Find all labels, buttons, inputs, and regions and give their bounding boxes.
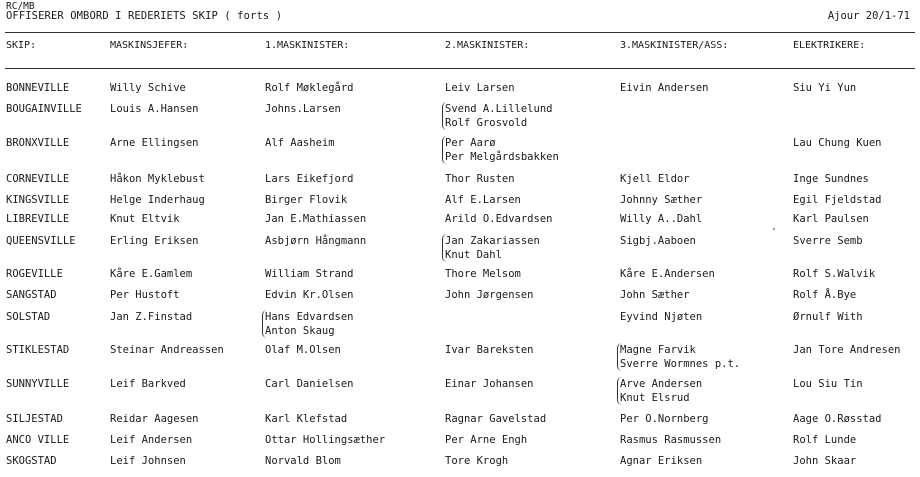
third-engineer-name: Eivin Andersen	[620, 82, 709, 94]
second-engineer	[442, 136, 559, 164]
third-engineer-name: Sverre Wormnes p.t.	[620, 358, 741, 370]
second-engineer-name: Arild O.Edvardsen	[445, 213, 553, 225]
third-engineer	[620, 267, 715, 281]
first-engineer-name: Rolf Møklegård	[265, 82, 354, 94]
second-engineer-name: Svend A.Lillelund	[445, 103, 553, 115]
first-engineer	[265, 377, 354, 391]
first-engineer	[265, 412, 347, 426]
chief-engineer: Steinar Andreassen	[110, 344, 224, 356]
ship-name: KINGSVILLE	[6, 194, 70, 206]
chief-engineer: Leif Barkved	[110, 378, 186, 390]
first-engineer-name: Jan E.Mathiassen	[265, 213, 367, 225]
third-engineer-name: Arve Andersen	[620, 378, 703, 390]
third-engineer-name: Per O.Nornberg	[620, 413, 709, 425]
first-engineer	[265, 193, 347, 207]
first-engineer	[265, 343, 341, 357]
electrician: Lau Chung Kuen	[793, 137, 882, 149]
chief-engineer: Arne Ellingsen	[110, 137, 199, 149]
third-engineer	[620, 212, 702, 226]
col-header-1-maskinister: 1.MASKINISTER:	[265, 40, 350, 51]
second-engineer-name: Rolf Grosvold	[445, 117, 528, 129]
third-engineer-name: Eyvind Njøten	[620, 311, 703, 323]
second-engineer	[442, 234, 540, 262]
ship-name: LIBREVILLE	[6, 213, 70, 225]
first-engineer-name: Ottar Hollingsæther	[265, 434, 386, 446]
second-engineer-name: John Jørgensen	[445, 289, 534, 301]
chief-engineer: Per Hustoft	[110, 289, 180, 301]
electrician: Sverre Semb	[793, 235, 863, 247]
second-engineer-name: Einar Johansen	[445, 378, 534, 390]
third-engineer	[620, 412, 709, 426]
ship-name: SUNNYVILLE	[6, 378, 70, 390]
second-engineer-name: Ragnar Gavelstad	[445, 413, 547, 425]
second-engineer	[445, 193, 521, 207]
electrician: Rolf Å.Bye	[793, 289, 857, 301]
first-engineer	[265, 136, 335, 150]
second-engineer	[445, 412, 546, 426]
first-engineer	[265, 81, 354, 95]
electrician: Lou Siu Tin	[793, 378, 863, 390]
second-engineer	[445, 172, 515, 186]
first-engineer	[265, 454, 341, 468]
second-engineer-name: Per Aarø	[445, 137, 496, 149]
second-engineer-name: Jan Zakariassen	[445, 235, 540, 247]
chief-engineer: Reidar Aagesen	[110, 413, 199, 425]
electrician: Aage O.Røsstad	[793, 413, 882, 425]
second-engineer	[442, 102, 552, 130]
chief-engineer: Kåre E.Gamlem	[110, 268, 193, 280]
first-engineer-name: Edvin Kr.Olsen	[265, 289, 354, 301]
third-engineer-name: Johnny Sæther	[620, 194, 703, 206]
third-engineer	[620, 193, 702, 207]
first-engineer	[265, 102, 341, 116]
electrician: Rolf Lunde	[793, 434, 857, 446]
first-engineer-name: Olaf M.Olsen	[265, 344, 341, 356]
first-engineer	[265, 212, 366, 226]
second-engineer-name: Thor Rusten	[445, 173, 515, 185]
third-engineer	[620, 433, 721, 447]
header-rule-top	[5, 32, 915, 33]
electrician: Inge Sundnes	[793, 173, 869, 185]
third-engineer-name: Agnar Eriksen	[620, 455, 703, 467]
col-header-2-maskinister: 2.MASKINISTER:	[445, 40, 530, 51]
chief-engineer: Louis A.Hansen	[110, 103, 199, 115]
third-engineer-name: Willy A..Dahl	[620, 213, 703, 225]
ship-name: QUEENSVILLE	[6, 235, 76, 247]
third-engineer	[620, 81, 709, 95]
second-engineer	[445, 212, 552, 226]
chief-engineer: Knut Eltvik	[110, 213, 180, 225]
third-engineer-name: Kjell Eldor	[620, 173, 690, 185]
ship-name: CORNEVILLE	[6, 173, 70, 185]
ship-name: BONNEVILLE	[6, 82, 70, 94]
second-engineer	[445, 288, 534, 302]
third-engineer	[617, 377, 702, 405]
first-engineer-name: Asbjørn Hångmann	[265, 235, 367, 247]
second-engineer-name: Leiv Larsen	[445, 82, 515, 94]
third-engineer-name: Sigbj.Aaboen	[620, 235, 696, 247]
third-engineer	[620, 288, 690, 302]
second-engineer-name: Thore Melsom	[445, 268, 521, 280]
second-engineer	[445, 343, 534, 357]
ship-name: ANCO VILLE	[6, 434, 70, 446]
second-engineer	[445, 267, 521, 281]
third-engineer	[620, 234, 696, 248]
first-engineer-name: Birger Flovik	[265, 194, 348, 206]
first-engineer-name: Norvald Blom	[265, 455, 341, 467]
second-engineer-name: Per Melgårdsbakken	[445, 151, 559, 163]
chief-engineer: Erling Eriksen	[110, 235, 199, 247]
second-engineer-name: Knut Dahl	[445, 249, 502, 261]
ship-name: BOUGAINVILLE	[6, 103, 82, 115]
third-engineer	[617, 343, 740, 371]
col-header-skip: SKIP:	[6, 40, 37, 51]
second-engineer-name: Ivar Bareksten	[445, 344, 534, 356]
first-engineer	[265, 288, 354, 302]
electrician: John Skaar	[793, 455, 857, 467]
first-engineer-name: Johns.Larsen	[265, 103, 341, 115]
third-engineer-name: Kåre E.Andersen	[620, 268, 715, 280]
col-header-elektrikere: ELEKTRIKERE:	[793, 40, 866, 51]
electrician: Siu Yi Yun	[793, 82, 857, 94]
ship-name: SANGSTAD	[6, 289, 57, 301]
first-engineer	[265, 172, 354, 186]
chief-engineer: Helge Inderhaug	[110, 194, 205, 206]
second-engineer	[445, 377, 534, 391]
second-engineer	[445, 81, 515, 95]
electrician: Jan Tore Andresen	[793, 344, 901, 356]
electrician: Rolf S.Walvik	[793, 268, 876, 280]
first-engineer-name: Alf Aasheim	[265, 137, 335, 149]
second-engineer-name: Tore Krogh	[445, 455, 509, 467]
second-engineer	[445, 454, 508, 468]
ship-name: BRONXVILLE	[6, 137, 70, 149]
second-engineer	[445, 433, 527, 447]
first-engineer	[265, 234, 366, 248]
ship-name: SOLSTAD	[6, 311, 51, 323]
first-engineer-name: Anton Skaug	[265, 325, 335, 337]
chief-engineer: Leif Andersen	[110, 434, 193, 446]
third-engineer-name: John Sæther	[620, 289, 690, 301]
first-engineer-name: Carl Danielsen	[265, 378, 354, 390]
scan-speck	[773, 228, 775, 230]
document-ref: RC/MB	[6, 1, 35, 12]
electrician: Ørnulf With	[793, 311, 863, 323]
third-engineer	[620, 172, 690, 186]
electrician: Egil Fjeldstad	[793, 194, 882, 206]
third-engineer	[620, 310, 702, 324]
third-engineer-name: Rasmus Rasmussen	[620, 434, 722, 446]
header-rule-bottom	[5, 68, 915, 69]
chief-engineer: Leif Johnsen	[110, 455, 186, 467]
chief-engineer: Willy Schive	[110, 82, 186, 94]
first-engineer	[262, 310, 354, 338]
third-engineer-name: Knut Elsrud	[620, 392, 690, 404]
first-engineer-name: Hans Edvardsen	[265, 311, 354, 323]
second-engineer-name: Alf E.Larsen	[445, 194, 521, 206]
ship-name: SKOGSTAD	[6, 455, 57, 467]
col-header-3-maskinister: 3.MASKINISTER/ASS:	[620, 40, 729, 51]
electrician: Karl Paulsen	[793, 213, 869, 225]
document-title: OFFISERER OMBORD I REDERIETS SKIP ( forts )	[6, 10, 283, 22]
first-engineer-name: William Strand	[265, 268, 354, 280]
ship-name: STIKLESTAD	[6, 344, 70, 356]
first-engineer-name: Karl Klefstad	[265, 413, 348, 425]
col-header-maskinsjefer: MASKINSJEFER:	[110, 40, 189, 51]
ship-name: SILJESTAD	[6, 413, 63, 425]
first-engineer	[265, 433, 385, 447]
third-engineer-name: Magne Farvik	[620, 344, 696, 356]
first-engineer	[265, 267, 354, 281]
first-engineer-name: Lars Eikefjord	[265, 173, 354, 185]
ajour-date: Ajour 20/1-71	[827, 10, 910, 22]
second-engineer-name: Per Arne Engh	[445, 434, 528, 446]
ship-name: ROGEVILLE	[6, 268, 63, 280]
third-engineer	[620, 454, 702, 468]
chief-engineer: Jan Z.Finstad	[110, 311, 193, 323]
chief-engineer: Håkon Myklebust	[110, 173, 205, 185]
